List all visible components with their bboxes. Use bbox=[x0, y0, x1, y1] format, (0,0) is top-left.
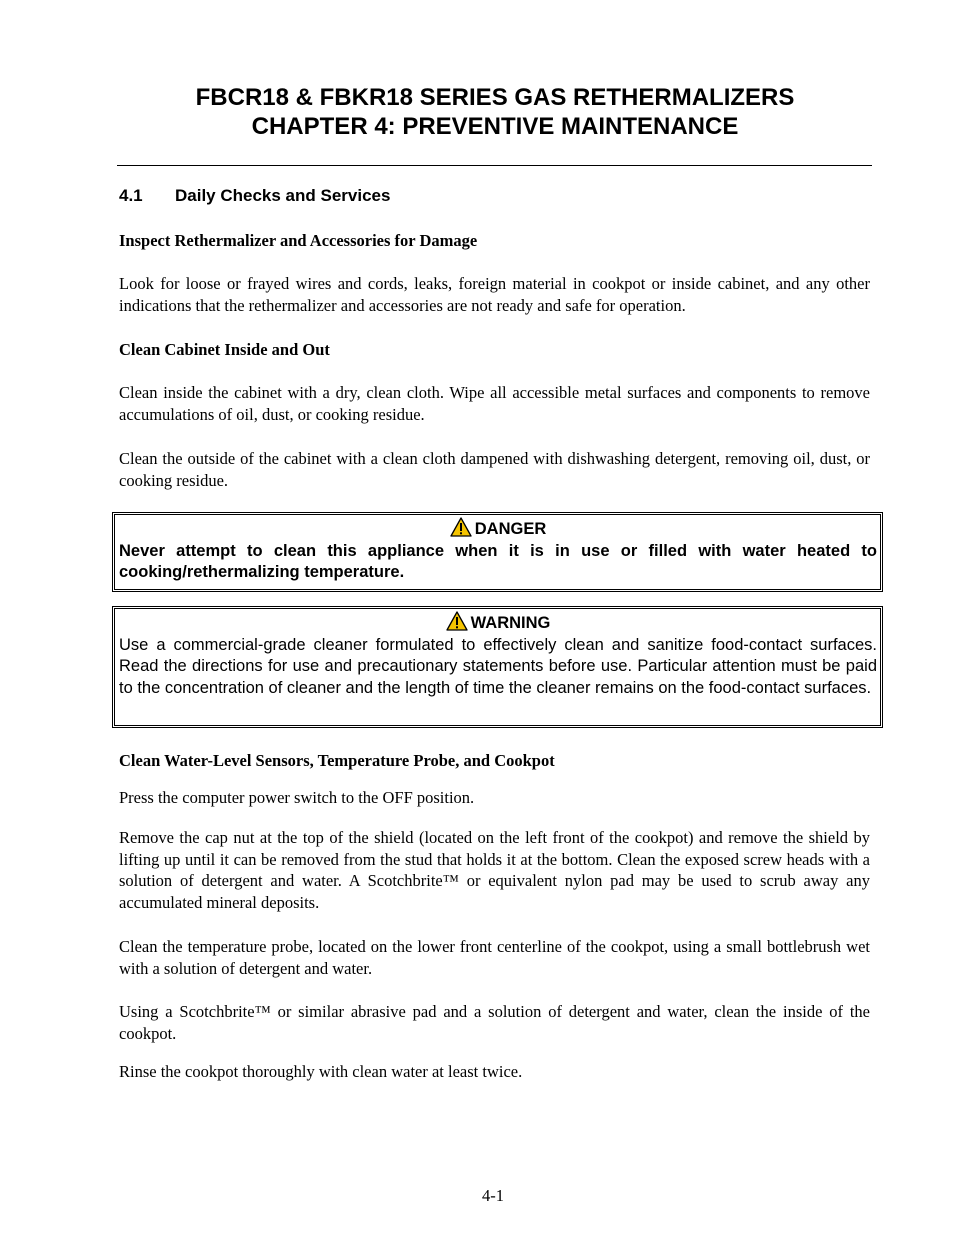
warning-text: Use a commercial-grade cleaner formulated to effectively clean and sanitize food-contact surfaces. Read the directions for use and precautionary statements before use. Particular attention must be paid to the concentration of cleaner and the length of time the cleaner remains on the food-contact surfaces. bbox=[119, 635, 877, 697]
clean-sensors-paragraph-3: Clean the temperature probe, located on the lower front centerline of the cookpot, using a small bottlebrush wet with a solution of detergent and water. bbox=[119, 937, 870, 978]
danger-header bbox=[119, 517, 877, 541]
inspect-heading: Inspect Rethermalizer and Accessories for Damage bbox=[119, 231, 478, 250]
warning-triangle-icon bbox=[450, 517, 472, 537]
danger-label: DANGER bbox=[474, 520, 547, 538]
page-number: 4-1 bbox=[482, 1186, 504, 1205]
clean-cabinet-paragraph-2: Clean the outside of the cabinet with a clean cloth dampened with dishwashing detergent, removing oil, dust, or cooking residue. bbox=[119, 449, 870, 490]
warning-header bbox=[119, 611, 877, 635]
section-title: Daily Checks and Services bbox=[175, 186, 391, 205]
warning-label: WARNING bbox=[470, 614, 551, 632]
clean-sensors-heading: Clean Water-Level Sensors, Temperature Probe, and Cookpot bbox=[119, 751, 555, 770]
clean-sensors-paragraph-5: Rinse the cookpot thoroughly with clean water at least twice. bbox=[119, 1062, 523, 1081]
clean-sensors-paragraph-1: Press the computer power switch to the OFF position. bbox=[119, 788, 475, 807]
chapter-title: CHAPTER 4: PREVENTIVE MAINTENANCE bbox=[251, 113, 739, 140]
danger-notice bbox=[112, 512, 883, 592]
clean-sensors-paragraph-4: Using a Scotchbrite™ or similar abrasive pad and a solution of detergent and water, clean the inside of the cookpot. bbox=[119, 1002, 870, 1043]
warning-triangle-icon bbox=[446, 611, 468, 631]
section-number: 4.1 bbox=[119, 186, 143, 205]
inspect-paragraph: Look for loose or frayed wires and cords, leaks, foreign material in cookpot or inside cabinet, and any other indications that the rethermalizer and accessories are not ready and safe for operation. bbox=[119, 274, 870, 315]
clean-cabinet-heading: Clean Cabinet Inside and Out bbox=[119, 340, 330, 359]
danger-text: Never attempt to clean this appliance when it is in use or filled with water heated to cooking/rethermalizing temperature. bbox=[119, 541, 877, 581]
warning-notice bbox=[112, 606, 883, 728]
clean-cabinet-paragraph-1: Clean inside the cabinet with a dry, clean cloth. Wipe all accessible metal surfaces and components to remove accumulations of oil, dust, or cooking residue. bbox=[119, 383, 870, 424]
section-heading bbox=[119, 185, 390, 207]
document-title: FBCR18 & FBKR18 SERIES GAS RETHERMALIZERS bbox=[195, 84, 795, 111]
clean-sensors-paragraph-2: Remove the cap nut at the top of the shield (located on the left front of the cookpot) and remove the shield by lifting up until it can be removed from the stud that holds it at the bottom. Clean the exposed screw heads with a solution of detergent and water. A Scotchbrite™ or equivalent nylon pad may be used to scrub away any accumulated mineral deposits. bbox=[119, 828, 870, 912]
title-divider bbox=[117, 165, 872, 166]
